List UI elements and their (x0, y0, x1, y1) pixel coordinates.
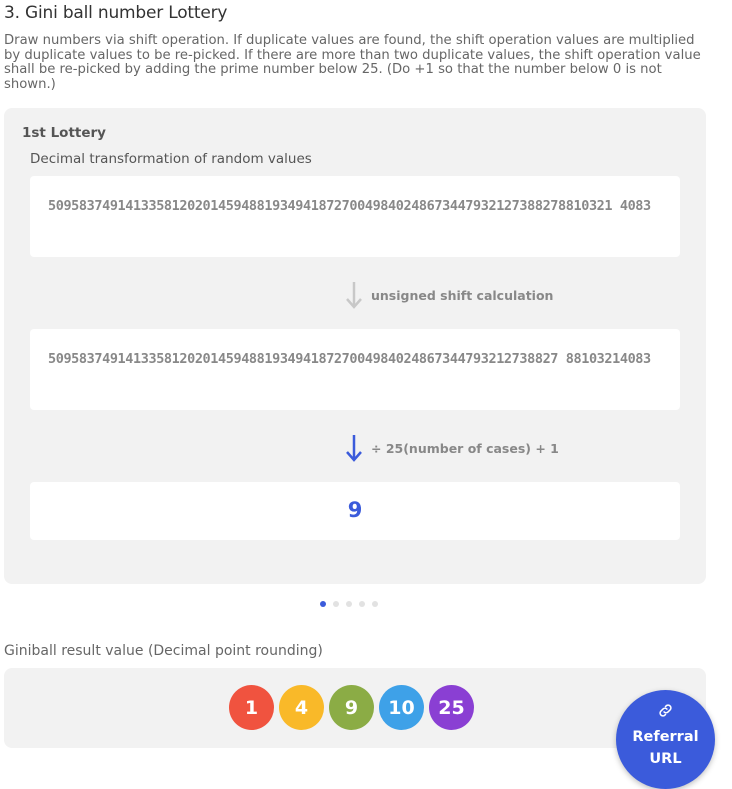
shift-step (344, 280, 553, 310)
arrow-down-icon (344, 280, 364, 310)
shifted-value: 509583749141335812020145948819349418727004984024867344793212738827 88103214083 (48, 351, 651, 367)
arrow-down-icon (344, 433, 364, 463)
divide-step-label: ÷ 25(number of cases) + 1 (371, 440, 559, 456)
lottery-result-box (30, 482, 680, 540)
result-card (4, 668, 706, 748)
section-title: 3. Gini ball number Lottery (4, 3, 228, 23)
divide-step (344, 433, 559, 463)
lottery-title: 1st Lottery (22, 125, 106, 141)
referral-label-line1: Referral (632, 729, 699, 745)
result-ball: 10 (379, 685, 424, 730)
random-value: 5095837491413358120201459488193494187270049840248673447932127388278810321 4083 (48, 198, 651, 214)
carousel-pagination (320, 601, 378, 607)
result-ball: 25 (429, 685, 474, 730)
link-icon (657, 702, 674, 719)
shift-step-label: unsigned shift calculation (371, 287, 554, 303)
lottery-subtitle: Decimal transformation of random values (30, 151, 312, 167)
pagination-dot[interactable] (320, 601, 326, 607)
shifted-value-box (30, 329, 680, 410)
lottery-result: 9 (347, 498, 363, 522)
result-balls (229, 685, 474, 730)
pagination-dot[interactable] (372, 601, 378, 607)
pagination-dot[interactable] (359, 601, 365, 607)
pagination-dot[interactable] (346, 601, 352, 607)
result-ball: 9 (329, 685, 374, 730)
result-ball: 1 (229, 685, 274, 730)
pagination-dot[interactable] (333, 601, 339, 607)
referral-label-line2: URL (649, 751, 682, 767)
result-ball: 4 (279, 685, 324, 730)
referral-url-button[interactable] (616, 690, 715, 789)
section-description: Draw numbers via shift operation. If duplicate values are found, the shift operation values are multiplied by duplicate values to be re-picked. If there are more than two duplicate values, the shift operation value shall be re-picked by adding the prime number below 25. (Do +1 so that the number below 0 is not shown.) (4, 33, 701, 92)
random-value-box (30, 176, 680, 257)
lottery-card (4, 108, 706, 584)
result-heading: Giniball result value (Decimal point rounding) (4, 643, 323, 659)
referral-label (616, 726, 715, 770)
